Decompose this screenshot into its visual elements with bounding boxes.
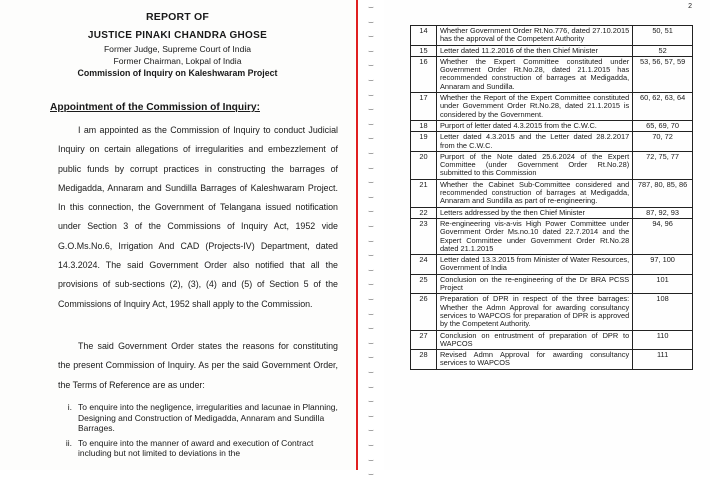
contents-table bbox=[410, 25, 693, 370]
row-page-numbers: 52 bbox=[633, 45, 693, 56]
binding-ring-icon: ⌣ bbox=[368, 294, 374, 304]
binding-ring-icon: ⌣ bbox=[368, 279, 374, 290]
binding-ring-icon: ⌣ bbox=[368, 2, 374, 12]
row-description: Preparation of DPR in respect of the three barrages: Whether the Admn Approval for awarding consultancy services to WAPCOS for preparation of DPR is approved by the Competent Authority. bbox=[436, 294, 632, 330]
table-row bbox=[411, 151, 693, 179]
binding-ring-icon: ⌣ bbox=[368, 75, 374, 85]
row-serial-number: 26 bbox=[411, 294, 437, 330]
page-number: 2 bbox=[688, 3, 692, 10]
table-row bbox=[411, 218, 693, 254]
row-page-numbers: 111 bbox=[633, 350, 693, 370]
table-row bbox=[411, 120, 693, 131]
tor-number: ii. bbox=[65, 437, 72, 448]
row-description: Conclusion on the re-engineering of the Dr BRA PCSS Project bbox=[436, 274, 632, 294]
binding-ring-icon: ⌣ bbox=[368, 162, 374, 173]
table-row bbox=[411, 93, 693, 121]
row-page-numbers: 60, 62, 63, 64 bbox=[633, 93, 693, 121]
row-serial-number: 21 bbox=[411, 179, 437, 207]
binding-ring-icon: ⌣ bbox=[368, 454, 374, 465]
table-row bbox=[411, 274, 693, 294]
row-serial-number: 23 bbox=[411, 218, 437, 254]
table-row bbox=[411, 132, 693, 152]
row-serial-number: 22 bbox=[411, 207, 437, 218]
table-row bbox=[411, 45, 693, 56]
tor-text: To enquire into the manner of award and execution of Contract including but not limited to deviations in the bbox=[78, 437, 314, 458]
table-row bbox=[411, 294, 693, 330]
binding-ring-icon: ⌣ bbox=[368, 177, 374, 188]
row-serial-number: 28 bbox=[411, 350, 437, 370]
binding-ring-icon: ⌣ bbox=[368, 133, 374, 144]
binding-ring-icon: ⌣ bbox=[368, 425, 374, 436]
binding-ring-icon: ⌣ bbox=[368, 381, 374, 392]
table-row bbox=[411, 207, 693, 218]
row-serial-number: 14 bbox=[411, 26, 437, 46]
former-judge-line: Former Judge, Supreme Court of India bbox=[103, 44, 252, 54]
row-description: Revised Admn Approval for awarding consultancy services to WAPCOS bbox=[436, 350, 632, 370]
right-page bbox=[384, 0, 710, 470]
row-page-numbers: 87, 92, 93 bbox=[633, 207, 693, 218]
row-page-numbers: 110 bbox=[633, 330, 693, 350]
row-page-numbers: 108 bbox=[633, 294, 693, 330]
row-description: Purport of letter dated 4.3.2015 from the C.W.C. bbox=[436, 120, 632, 131]
binding-ring-icon: ⌣ bbox=[368, 264, 374, 275]
row-serial-number: 20 bbox=[411, 151, 437, 179]
left-page bbox=[0, 0, 355, 470]
row-description: Whether the Report of the Expert Committee constituted under Government Order Rt.No.28, dated 21.1.2015 is considered by the Government. bbox=[436, 93, 632, 121]
row-page-numbers: 94, 96 bbox=[633, 218, 693, 254]
binding-ring-icon: ⌣ bbox=[368, 60, 374, 71]
binding-ring-icon: ⌣ bbox=[368, 45, 374, 56]
row-description: Letters addressed by the then Chief Minister bbox=[436, 207, 632, 218]
row-description: Conclusion on entrustment of preparation of DPR to WAPCOS bbox=[436, 330, 632, 350]
paragraph-2: The said Government Order states the reasons for constituting the present Commission of Inquiry. As per the said Government Order, the Terms of Reference are as under: bbox=[58, 341, 338, 390]
spiral-binding bbox=[362, 0, 384, 479]
table-row bbox=[411, 350, 693, 370]
row-page-numbers: 72, 75, 77 bbox=[633, 151, 693, 179]
binding-ring-icon: ⌣ bbox=[368, 206, 374, 217]
binding-ring-icon: ⌣ bbox=[368, 323, 374, 334]
table-row bbox=[411, 26, 693, 46]
row-serial-number: 19 bbox=[411, 132, 437, 152]
row-description: Purport of the Note dated 25.6.2024 of the Expert Committee (under Government Order Rt.No.28) submitted to this Commission bbox=[436, 151, 632, 179]
row-serial-number: 18 bbox=[411, 120, 437, 131]
terms-of-reference-item bbox=[60, 438, 340, 459]
row-description: Re-engineering vis-a-vis High Power Committee under Government Order Ms.no.10 dated 22.7.2014 and the Expert Committee under Government Order Rt.No.28 dated 21.1.2015 bbox=[436, 218, 632, 254]
row-serial-number: 25 bbox=[411, 274, 437, 294]
binding-ring-icon: ⌣ bbox=[368, 352, 374, 363]
tor-number: i. bbox=[67, 402, 72, 412]
binding-ring-icon: ⌣ bbox=[368, 118, 374, 129]
binding-ring-icon: ⌣ bbox=[368, 191, 374, 202]
paragraph-1: I am appointed as the Commission of Inquiry to conduct Judicial Inquiry on certain allegations of irregularities and embezzlement of public funds by corrupt practices in constructing the barrages of Medigadda, Annaram and Sundilla Barrages of Kaleshwaram Project. In this connection, the Government of Telangana issued notification under Section 3 of the Commissions of Inquiry Act, 1952 vide G.O.Ms.No.6, Irrigation And CAD (Projects-IV) Department, dated 14.3.2024. The said Government Order also notified that all the provisions of sub-sections (2), (3), (4) and (5) of Section 5 of the Commissions of Inquiry Act, 1952 shall apply to the Commission. bbox=[58, 125, 338, 309]
row-page-numbers: 97, 100 bbox=[633, 255, 693, 275]
binding-ring-icon: ⌣ bbox=[368, 235, 374, 246]
binding-ring-icon: ⌣ bbox=[368, 89, 374, 100]
binding-ring-icon: ⌣ bbox=[368, 104, 374, 115]
row-description: Whether the Cabinet Sub-Committee considered and recommended construction of barrages at Medigadda, Annaram and Sundilla as part of re-engineering. bbox=[436, 179, 632, 207]
binding-ring-icon: ⌣ bbox=[368, 16, 374, 27]
binding-ring-icon: ⌣ bbox=[368, 221, 374, 231]
row-serial-number: 17 bbox=[411, 93, 437, 121]
former-chairman-line: Former Chairman, Lokpal of India bbox=[113, 56, 242, 66]
appointment-heading: Appointment of the Commission of Inquiry: bbox=[50, 102, 260, 113]
commission-name: Commission of Inquiry on Kaleshwaram Project bbox=[77, 68, 278, 78]
row-description: Letter dated 4.3.2015 and the Letter dated 28.2.2017 from the C.W.C. bbox=[436, 132, 632, 152]
report-title: REPORT OF bbox=[145, 11, 210, 23]
table-row bbox=[411, 56, 693, 92]
row-serial-number: 15 bbox=[411, 45, 437, 56]
justice-name: JUSTICE PINAKI CHANDRA GHOSE bbox=[87, 30, 268, 41]
table-row bbox=[411, 179, 693, 207]
row-description: Letter dated 11.2.2016 of the then Chief Minister bbox=[436, 45, 632, 56]
row-page-numbers: 53, 56, 57, 59 bbox=[633, 56, 693, 92]
binding-ring-icon: ⌣ bbox=[368, 308, 374, 319]
terms-of-reference-item bbox=[60, 402, 340, 434]
binding-ring-icon: ⌣ bbox=[368, 367, 374, 377]
row-serial-number: 24 bbox=[411, 255, 437, 275]
binding-ring-icon: ⌣ bbox=[368, 469, 374, 479]
row-page-numbers: 787, 80, 85, 86 bbox=[633, 179, 693, 207]
table-row bbox=[411, 255, 693, 275]
binding-ring-icon: ⌣ bbox=[368, 396, 374, 407]
table-row bbox=[411, 330, 693, 350]
row-page-numbers: 50, 51 bbox=[633, 26, 693, 46]
tor-text: To enquire into the negligence, irregularities and lacunae in Planning, Designing and Construction of Medigadda, Annaram and Sundilla Barrages. bbox=[78, 402, 338, 433]
row-page-numbers: 101 bbox=[633, 274, 693, 294]
binding-ring-icon: ⌣ bbox=[368, 440, 374, 450]
binding-ring-icon: ⌣ bbox=[368, 337, 374, 348]
binding-ring-icon: ⌣ bbox=[368, 410, 374, 421]
page-divider-line bbox=[356, 0, 358, 470]
row-page-numbers: 70, 72 bbox=[633, 132, 693, 152]
binding-ring-icon: ⌣ bbox=[368, 148, 374, 158]
row-serial-number: 16 bbox=[411, 56, 437, 92]
row-page-numbers: 65, 69, 70 bbox=[633, 120, 693, 131]
row-description: Letter dated 13.3.2015 from Minister of Water Resources, Government of India bbox=[436, 255, 632, 275]
binding-ring-icon: ⌣ bbox=[368, 250, 374, 261]
terms-of-reference-list bbox=[60, 402, 340, 463]
row-serial-number: 27 bbox=[411, 330, 437, 350]
row-description: Whether Government Order Rt.No.776, dated 27.10.2015 has the approval of the Competent Authority bbox=[436, 26, 632, 46]
row-description: Whether the Expert Committee constituted under Government Order Rt.No.28, dated 21.1.2015 has recommended construction of barrages at Medigadda, Annaram and Sundilla. bbox=[436, 56, 632, 92]
binding-ring-icon: ⌣ bbox=[368, 31, 374, 42]
